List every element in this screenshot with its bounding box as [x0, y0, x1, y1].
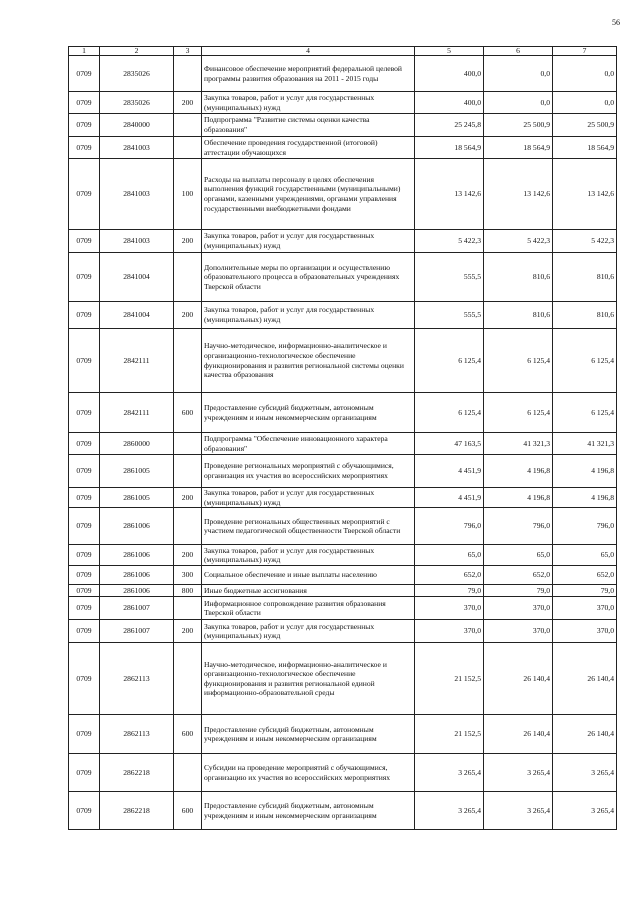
item-name-cell: Закупка товаров, работ и услуг для государственных (муниципальных) нужд	[202, 545, 415, 566]
amount-col5-cell: 6 125,4	[415, 393, 484, 433]
expense-type-cell	[174, 433, 202, 455]
table-row	[69, 137, 617, 159]
budget-table	[68, 46, 617, 830]
section-code-cell: 0709	[69, 329, 100, 393]
header-cell: 1	[69, 47, 100, 56]
item-name-cell: Субсидии на проведение мероприятий с обучающимися, организацию их участия во всероссийских мероприятиях	[202, 754, 415, 792]
amount-col6-cell: 79,0	[484, 585, 553, 597]
item-name-cell: Предоставление субсидий бюджетным, автономным учреждениям и иным некоммерческим организациям	[202, 715, 415, 754]
amount-col7-cell: 26 140,4	[553, 643, 617, 715]
target-code-cell: 2841004	[100, 253, 174, 302]
section-code-cell: 0709	[69, 137, 100, 159]
amount-col7-cell: 810,6	[553, 253, 617, 302]
amount-col7-cell: 25 500,9	[553, 114, 617, 137]
section-code-cell: 0709	[69, 433, 100, 455]
item-name-cell: Закупка товаров, работ и услуг для государственных (муниципальных) нужд	[202, 92, 415, 114]
amount-col6-cell: 370,0	[484, 620, 553, 643]
expense-type-cell: 800	[174, 585, 202, 597]
amount-col5-cell: 400,0	[415, 92, 484, 114]
amount-col7-cell: 370,0	[553, 620, 617, 643]
amount-col6-cell: 26 140,4	[484, 715, 553, 754]
section-code-cell: 0709	[69, 715, 100, 754]
target-code-cell: 2861007	[100, 597, 174, 620]
target-code-cell: 2862218	[100, 754, 174, 792]
expense-type-cell	[174, 643, 202, 715]
amount-col5-cell: 25 245,8	[415, 114, 484, 137]
expense-type-cell: 600	[174, 715, 202, 754]
target-code-cell: 2861006	[100, 508, 174, 545]
amount-col5-cell: 21 152,5	[415, 715, 484, 754]
expense-type-cell: 600	[174, 393, 202, 433]
header-row	[69, 47, 617, 56]
amount-col6-cell: 5 422,3	[484, 230, 553, 253]
amount-col7-cell: 65,0	[553, 545, 617, 566]
amount-col6-cell: 65,0	[484, 545, 553, 566]
amount-col5-cell: 400,0	[415, 56, 484, 92]
item-name-cell: Научно-методическое, информационно-аналитическое и организационно-технологическое обеспечение функционирования и развития региональной системы оценки качества образования	[202, 329, 415, 393]
section-code-cell: 0709	[69, 56, 100, 92]
amount-col6-cell: 18 564,9	[484, 137, 553, 159]
table-row	[69, 585, 617, 597]
item-name-cell: Иные бюджетные ассигнования	[202, 585, 415, 597]
amount-col5-cell: 6 125,4	[415, 329, 484, 393]
item-name-cell: Закупка товаров, работ и услуг для государственных (муниципальных) нужд	[202, 230, 415, 253]
section-code-cell: 0709	[69, 92, 100, 114]
amount-col7-cell: 370,0	[553, 597, 617, 620]
amount-col5-cell: 555,5	[415, 302, 484, 329]
target-code-cell: 2841003	[100, 137, 174, 159]
amount-col6-cell: 3 265,4	[484, 792, 553, 830]
expense-type-cell	[174, 253, 202, 302]
amount-col5-cell: 555,5	[415, 253, 484, 302]
table-row	[69, 792, 617, 830]
section-code-cell: 0709	[69, 488, 100, 508]
amount-col7-cell: 796,0	[553, 508, 617, 545]
amount-col7-cell: 18 564,9	[553, 137, 617, 159]
table-row	[69, 566, 617, 585]
target-code-cell: 2861006	[100, 585, 174, 597]
target-code-cell: 2861006	[100, 566, 174, 585]
target-code-cell: 2841003	[100, 159, 174, 230]
expense-type-cell	[174, 114, 202, 137]
amount-col5-cell: 18 564,9	[415, 137, 484, 159]
amount-col5-cell: 21 152,5	[415, 643, 484, 715]
amount-col7-cell: 41 321,3	[553, 433, 617, 455]
amount-col7-cell: 5 422,3	[553, 230, 617, 253]
header-cell: 6	[484, 47, 553, 56]
amount-col6-cell: 810,6	[484, 253, 553, 302]
amount-col5-cell: 652,0	[415, 566, 484, 585]
amount-col6-cell: 4 196,8	[484, 488, 553, 508]
amount-col7-cell: 3 265,4	[553, 754, 617, 792]
section-code-cell: 0709	[69, 585, 100, 597]
amount-col7-cell: 6 125,4	[553, 393, 617, 433]
section-code-cell: 0709	[69, 597, 100, 620]
amount-col5-cell: 3 265,4	[415, 792, 484, 830]
target-code-cell: 2862113	[100, 643, 174, 715]
target-code-cell: 2860000	[100, 433, 174, 455]
expense-type-cell	[174, 329, 202, 393]
target-code-cell: 2861006	[100, 545, 174, 566]
amount-col6-cell: 3 265,4	[484, 754, 553, 792]
section-code-cell: 0709	[69, 508, 100, 545]
item-name-cell: Научно-методическое, информационно-аналитическое и организационно-технологическое обеспечение функционирования и развития региональной единой информационно-образовательной среды	[202, 643, 415, 715]
target-code-cell: 2862113	[100, 715, 174, 754]
header-cell: 3	[174, 47, 202, 56]
table-row	[69, 508, 617, 545]
section-code-cell: 0709	[69, 620, 100, 643]
table-row	[69, 545, 617, 566]
item-name-cell: Обеспечение проведения государственной (итоговой) аттестации обучающихся	[202, 137, 415, 159]
item-name-cell: Проведение региональных мероприятий с обучающимися, организация их участия во всероссийских мероприятиях	[202, 455, 415, 488]
table-row	[69, 597, 617, 620]
amount-col6-cell: 0,0	[484, 92, 553, 114]
amount-col5-cell: 3 265,4	[415, 754, 484, 792]
target-code-cell: 2862218	[100, 792, 174, 830]
table-row	[69, 393, 617, 433]
table-row	[69, 488, 617, 508]
table-row	[69, 715, 617, 754]
amount-col5-cell: 370,0	[415, 597, 484, 620]
expense-type-cell	[174, 56, 202, 92]
expense-type-cell: 200	[174, 92, 202, 114]
section-code-cell: 0709	[69, 159, 100, 230]
item-name-cell: Закупка товаров, работ и услуг для государственных (муниципальных) нужд	[202, 302, 415, 329]
amount-col6-cell: 6 125,4	[484, 393, 553, 433]
amount-col6-cell: 6 125,4	[484, 329, 553, 393]
expense-type-cell: 300	[174, 566, 202, 585]
expense-type-cell	[174, 754, 202, 792]
target-code-cell: 2835026	[100, 56, 174, 92]
amount-col6-cell: 26 140,4	[484, 643, 553, 715]
expense-type-cell: 200	[174, 620, 202, 643]
table-row	[69, 159, 617, 230]
amount-col5-cell: 796,0	[415, 508, 484, 545]
section-code-cell: 0709	[69, 566, 100, 585]
expense-type-cell: 600	[174, 792, 202, 830]
amount-col6-cell: 810,6	[484, 302, 553, 329]
target-code-cell: 2840000	[100, 114, 174, 137]
table-row	[69, 92, 617, 114]
expense-type-cell	[174, 455, 202, 488]
item-name-cell: Информационное сопровождение развития образования Тверской области	[202, 597, 415, 620]
amount-col7-cell: 26 140,4	[553, 715, 617, 754]
amount-col6-cell: 41 321,3	[484, 433, 553, 455]
target-code-cell: 2842111	[100, 329, 174, 393]
header-cell: 5	[415, 47, 484, 56]
section-code-cell: 0709	[69, 253, 100, 302]
table-row	[69, 754, 617, 792]
amount-col7-cell: 79,0	[553, 585, 617, 597]
expense-type-cell: 200	[174, 545, 202, 566]
amount-col6-cell: 25 500,9	[484, 114, 553, 137]
item-name-cell: Дополнительные меры по организации и осуществлению образовательного процесса в образовательных учреждениях Тверской области	[202, 253, 415, 302]
target-code-cell: 2835026	[100, 92, 174, 114]
table-row	[69, 302, 617, 329]
item-name-cell: Финансовое обеспечение мероприятий федеральной целевой программы развития образования на 2011 - 2015 годы	[202, 56, 415, 92]
item-name-cell: Предоставление субсидий бюджетным, автономным учреждениям и иным некоммерческим организациям	[202, 393, 415, 433]
target-code-cell: 2842111	[100, 393, 174, 433]
section-code-cell: 0709	[69, 114, 100, 137]
expense-type-cell: 200	[174, 488, 202, 508]
expense-type-cell	[174, 508, 202, 545]
table-row	[69, 114, 617, 137]
expense-type-cell: 100	[174, 159, 202, 230]
table-row	[69, 230, 617, 253]
item-name-cell: Проведение региональных общественных мероприятий с участием педагогической общественности Тверской области	[202, 508, 415, 545]
table-row	[69, 643, 617, 715]
amount-col7-cell: 4 196,8	[553, 488, 617, 508]
header-cell: 2	[100, 47, 174, 56]
amount-col5-cell: 13 142,6	[415, 159, 484, 230]
item-name-cell: Подпрограмма "Обеспечение инновационного характера образования"	[202, 433, 415, 455]
target-code-cell: 2841004	[100, 302, 174, 329]
amount-col5-cell: 79,0	[415, 585, 484, 597]
amount-col6-cell: 652,0	[484, 566, 553, 585]
header-cell: 7	[553, 47, 617, 56]
amount-col5-cell: 4 451,9	[415, 455, 484, 488]
section-code-cell: 0709	[69, 393, 100, 433]
page-number: 56	[612, 18, 620, 27]
amount-col7-cell: 0,0	[553, 56, 617, 92]
item-name-cell: Социальное обеспечение и иные выплаты населению	[202, 566, 415, 585]
amount-col7-cell: 652,0	[553, 566, 617, 585]
table-row	[69, 253, 617, 302]
target-code-cell: 2861005	[100, 488, 174, 508]
table-row	[69, 620, 617, 643]
amount-col6-cell: 370,0	[484, 597, 553, 620]
amount-col7-cell: 0,0	[553, 92, 617, 114]
section-code-cell: 0709	[69, 754, 100, 792]
target-code-cell: 2861007	[100, 620, 174, 643]
amount-col5-cell: 370,0	[415, 620, 484, 643]
section-code-cell: 0709	[69, 545, 100, 566]
table-row	[69, 329, 617, 393]
table-row	[69, 455, 617, 488]
amount-col7-cell: 13 142,6	[553, 159, 617, 230]
amount-col6-cell: 4 196,8	[484, 455, 553, 488]
item-name-cell: Подпрограмма "Развитие системы оценки качества образования"	[202, 114, 415, 137]
amount-col7-cell: 6 125,4	[553, 329, 617, 393]
table-row	[69, 433, 617, 455]
section-code-cell: 0709	[69, 302, 100, 329]
section-code-cell: 0709	[69, 792, 100, 830]
table-row	[69, 56, 617, 92]
header-cell: 4	[202, 47, 415, 56]
expense-type-cell: 200	[174, 230, 202, 253]
item-name-cell: Предоставление субсидий бюджетным, автономным учреждениям и иным некоммерческим организациям	[202, 792, 415, 830]
amount-col5-cell: 65,0	[415, 545, 484, 566]
amount-col7-cell: 3 265,4	[553, 792, 617, 830]
amount-col7-cell: 4 196,8	[553, 455, 617, 488]
item-name-cell: Закупка товаров, работ и услуг для государственных (муниципальных) нужд	[202, 488, 415, 508]
amount-col6-cell: 796,0	[484, 508, 553, 545]
amount-col5-cell: 47 163,5	[415, 433, 484, 455]
expense-type-cell	[174, 597, 202, 620]
section-code-cell: 0709	[69, 230, 100, 253]
amount-col6-cell: 0,0	[484, 56, 553, 92]
amount-col5-cell: 5 422,3	[415, 230, 484, 253]
amount-col7-cell: 810,6	[553, 302, 617, 329]
item-name-cell: Расходы на выплаты персоналу в целях обеспечения выполнения функций государственными (муниципальными) органами, казенными учреждениями, органами управления государственными внебюджетными фондами	[202, 159, 415, 230]
section-code-cell: 0709	[69, 643, 100, 715]
section-code-cell: 0709	[69, 455, 100, 488]
target-code-cell: 2841003	[100, 230, 174, 253]
item-name-cell: Закупка товаров, работ и услуг для государственных (муниципальных) нужд	[202, 620, 415, 643]
target-code-cell: 2861005	[100, 455, 174, 488]
expense-type-cell	[174, 137, 202, 159]
amount-col5-cell: 4 451,9	[415, 488, 484, 508]
expense-type-cell: 200	[174, 302, 202, 329]
amount-col6-cell: 13 142,6	[484, 159, 553, 230]
